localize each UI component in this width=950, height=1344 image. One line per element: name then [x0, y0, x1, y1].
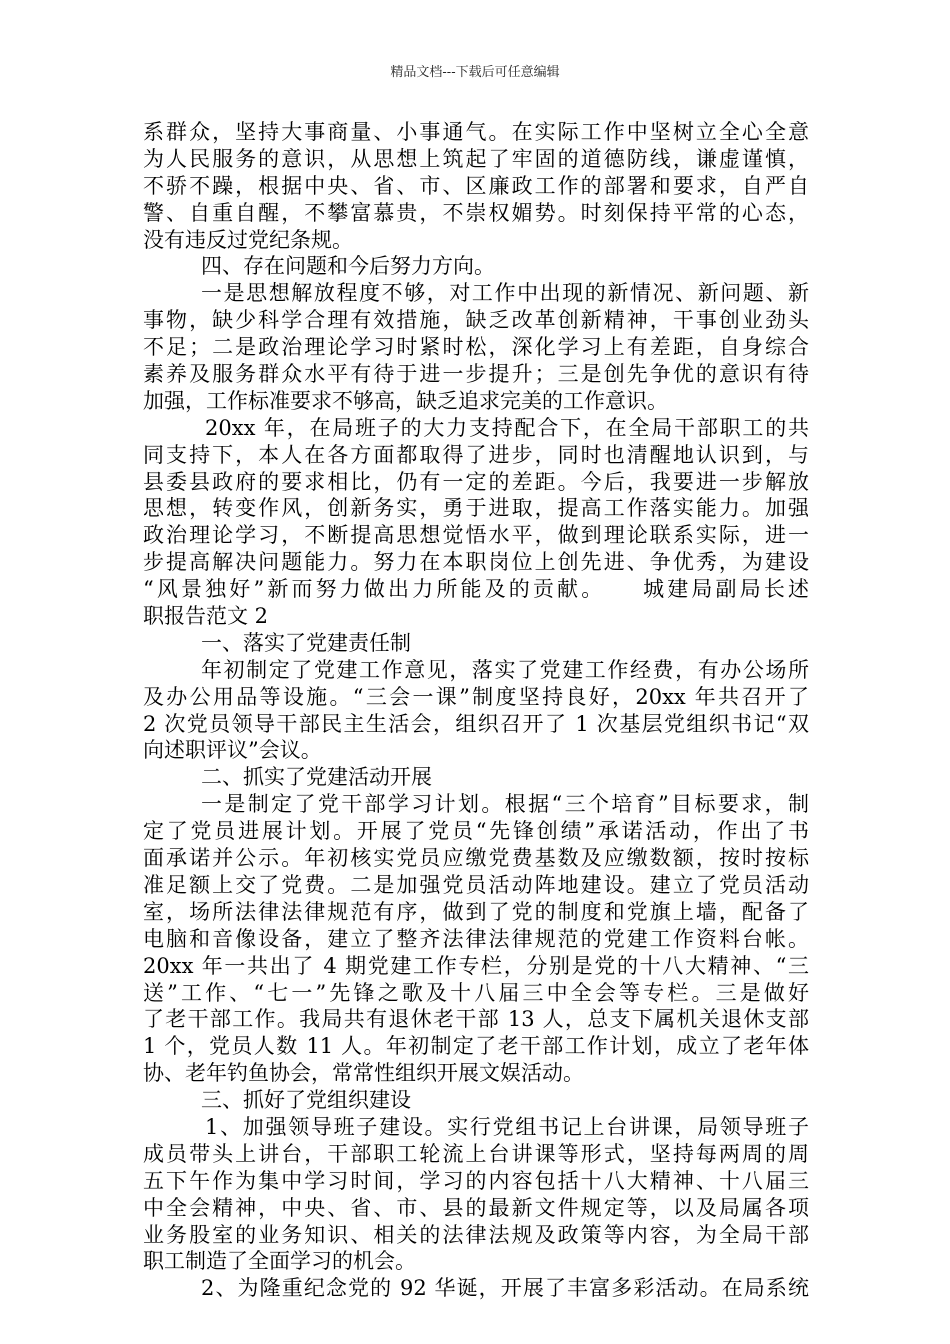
text-line: 没有违反过党纪条规。 [143, 227, 353, 252]
text-line: 室，场所法律法律规范有序，做到了党的制度和党旗上墙，配备了 [143, 899, 809, 924]
text-line: “风景独好”新而努力做出力所能及的贡献。 城建局副局长述 [143, 577, 809, 602]
text-line: 职报告范文 2 [143, 604, 269, 629]
text-line: 成员带头上讲台，干部职工轮流上台讲课等形式，坚持每两周的周 [143, 1141, 809, 1166]
text-line: 了老干部工作。我局共有退休老干部 13 人，总支下属机关退休支部 [143, 1007, 809, 1032]
text-line: 年初制定了党建工作意见，落实了党建工作经费，有办公场所 [201, 657, 809, 682]
text-line: 一是制定了党干部学习计划。根据“三个培育”目标要求，制 [201, 792, 809, 817]
text-line: 送”工作、“七一”先锋之歌及十八届三中全会等专栏。三是做好 [143, 980, 809, 1005]
text-line: 中全会精神，中央、省、市、县的最新文件规定等，以及局属各项 [143, 1195, 809, 1220]
text-line: 加强，工作标准要求不够高，缺乏追求完美的工作意识。 [143, 388, 668, 413]
text-line: 警、自重自醒，不攀富慕贵，不崇权媚势。时刻保持平常的心态， [143, 200, 809, 225]
page-header: 精品文档---下载后可任意编辑 [390, 65, 560, 80]
text-line: 20xx 年，在局班子的大力支持配合下，在全局干部职工的共 [205, 415, 809, 440]
text-line: 政治理论学习，不断提高思想觉悟水平，做到理论联系实际，进一 [143, 523, 809, 548]
text-line: 一是思想解放程度不够，对工作中出现的新情况、新问题、新 [201, 281, 809, 306]
text-line: 2 次党员领导干部民主生活会，组织召开了 1 次基层党组织书记“双 [143, 711, 809, 736]
text-line: 二、抓实了党建活动开展 [201, 765, 432, 790]
text-line: 业务股室的业务知识、相关的法律法规及政策等内容，为全局干部 [143, 1222, 809, 1247]
text-line: 素养及服务群众水平有待于进一步提升；三是创先争优的意识有待 [143, 362, 809, 387]
text-line: 思想，转变作风，创新务实，勇于进取，提高工作落实能力。加强 [143, 496, 809, 521]
text-line: 协、老年钓鱼协会，常常性组织开展文娱活动。 [143, 1061, 584, 1086]
text-line: 三、抓好了党组织建设 [201, 1088, 411, 1113]
text-line: 同支持下，本人在各方面都取得了进步，同时也清醒地认识到，与 [143, 442, 809, 467]
text-line: 准足额上交了党费。二是加强党员活动阵地建设。建立了党员活动 [143, 872, 809, 897]
text-line: 县委县政府的要求相比，仍有一定的差距。今后，我要进一步解放 [143, 469, 809, 494]
text-line: 1 个，党员人数 11 人。年初制定了老干部工作计划，成立了老年体 [143, 1034, 809, 1059]
text-line: 职工制造了全面学习的机会。 [143, 1249, 416, 1274]
document-body [143, 119, 809, 1302]
text-line: 1、加强领导班子建设。实行党组书记上台讲课，局领导班子 [205, 1114, 809, 1139]
text-line: 系群众，坚持大事商量、小事通气。在实际工作中坚树立全心全意 [143, 120, 809, 144]
text-line: 事物，缺少科学合理有效措施，缺乏改革创新精神，干事创业劲头 [143, 308, 809, 333]
text-line: 面承诺并公示。年初核实党员应缴党费基数及应缴数额，按时按标 [143, 846, 809, 871]
text-line: 四、存在问题和今后努力方向。 [201, 254, 495, 279]
text-line: 为人民服务的意识，从思想上筑起了牢固的道德防线，谦虚谨慎， [143, 146, 809, 171]
text-line: 电脑和音像设备，建立了整齐法律法律规范的党建工作资料台帐。 [143, 926, 809, 951]
text-line: 2、为隆重纪念党的 92 华诞，开展了丰富多彩活动。在局系统 [201, 1276, 809, 1301]
text-line: 不骄不躁，根据中央、省、市、区廉政工作的部署和要求，自严自 [143, 173, 809, 198]
text-line: 及办公用品等设施。“三会一课”制度坚持良好，20xx 年共召开了 [143, 684, 809, 709]
text-line: 定了党员进展计划。开展了党员“先锋创绩”承诺活动，作出了书 [143, 819, 809, 844]
text-line: 五下午作为集中学习时间，学习的内容包括十八大精神、十八届三 [143, 1168, 809, 1193]
text-line: 20xx 年一共出了 4 期党建工作专栏，分别是党的十八大精神、“三 [143, 953, 809, 978]
text-line: 步提高解决问题能力。努力在本职岗位上创先进、争优秀，为建设 [143, 550, 809, 575]
text-line: 不足；二是政治理论学习时紧时松，深化学习上有差距，自身综合 [143, 335, 809, 360]
text-line: 向述职评议”会议。 [143, 738, 322, 763]
text-line: 一、落实了党建责任制 [201, 630, 411, 655]
